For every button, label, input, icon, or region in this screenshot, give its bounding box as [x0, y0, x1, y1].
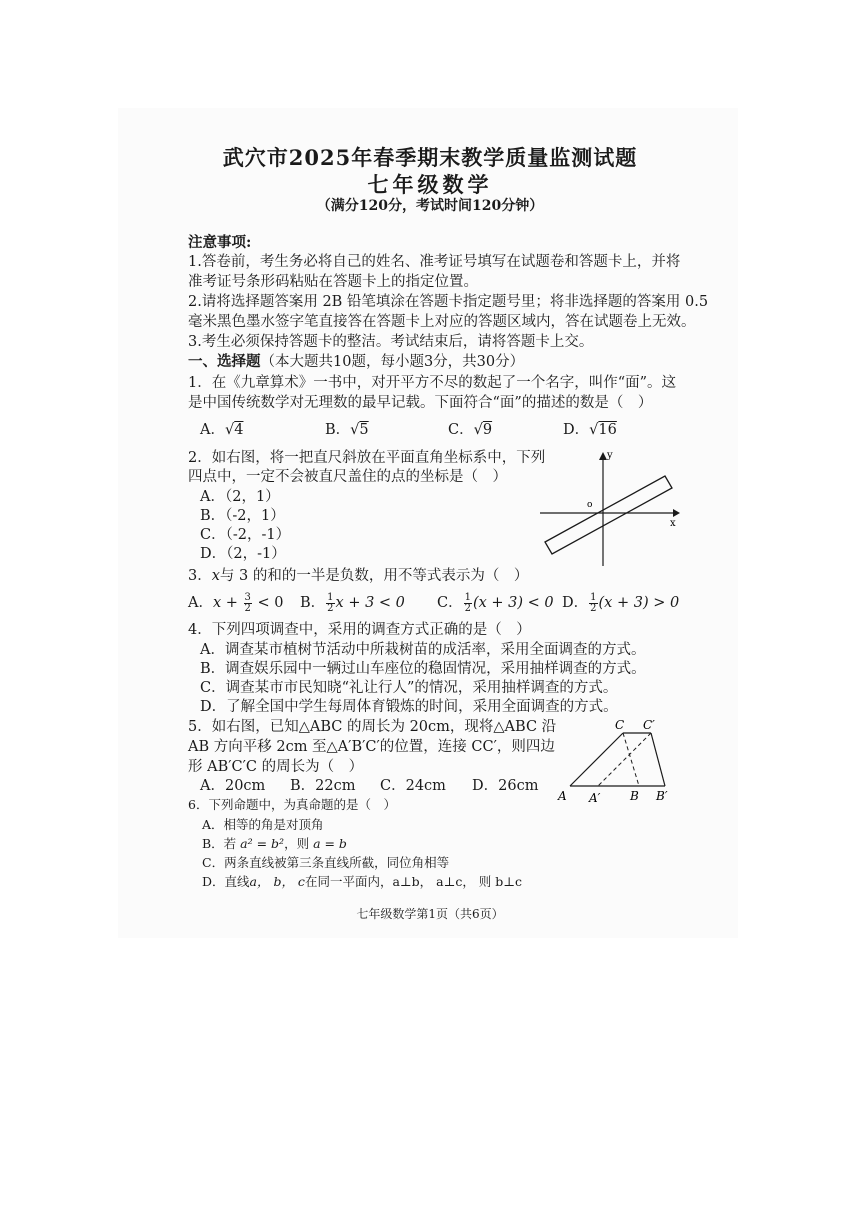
label-b-prime: B′ — [656, 789, 668, 803]
q2-option-a: A．（2，1） — [200, 489, 280, 505]
q4-option-d: D．了解全国中学生每周体育锻炼的时间，采用全面调查的方式。 — [200, 699, 618, 715]
option-label: A． — [188, 595, 213, 611]
side-a2c2 — [598, 733, 651, 786]
radicand: 9 — [482, 422, 493, 438]
q3-option-c — [437, 591, 554, 614]
denominator: 2 — [590, 602, 597, 614]
question-6-text: 6．下列命题中，为真命题的是（ ） — [188, 797, 396, 812]
q3-option-a — [188, 591, 284, 614]
y-axis-label: y — [607, 450, 613, 461]
option-prefix: B．若 — [202, 836, 241, 851]
radicand: 5 — [359, 422, 369, 438]
section-heading — [188, 352, 524, 372]
q3-option-b — [300, 591, 405, 614]
side-ac — [570, 733, 623, 786]
question-2-text: 四点中，一定不会被直尺盖住的点的坐标是（ ） — [188, 469, 507, 485]
option-label: D． — [563, 422, 590, 438]
option-label: C． — [448, 422, 474, 438]
option-connector: ，则 — [284, 836, 314, 851]
option-label: D． — [562, 595, 589, 611]
q6-option-c: C．两条直线被第三条直线所截，同位角相等 — [202, 855, 450, 870]
side-c2b2 — [651, 733, 665, 786]
notice-line: 准考证号条形码粘贴在答题卡上的指定位置。 — [188, 274, 478, 290]
notice-heading: 注意事项: — [188, 234, 252, 251]
inequality-tail: < 0 — [252, 595, 284, 611]
exam-subtitle: 七年级数学 — [367, 172, 493, 197]
fraction — [326, 593, 334, 614]
variable: x — [212, 595, 222, 611]
question-2-text: 2．如右图，将一把直尺斜放在平面直角坐标系中，下列 — [188, 450, 546, 466]
question-1-text: 1．在《九章算术》一书中，对开平方不尽的数起了一个名字，叫作“面”。这 — [188, 375, 677, 391]
q1-option-b: B．√5 — [325, 422, 369, 438]
question-3-text — [188, 566, 528, 586]
x-axis-label: x — [670, 518, 676, 529]
option-body: 在同一平面内，a⊥b， a⊥c， 则 b⊥c — [304, 874, 523, 889]
denominator: 2 — [327, 602, 334, 614]
ruler — [545, 476, 672, 554]
denominator: 2 — [244, 602, 251, 614]
question-5-text: 形 AB′C′C 的周长为（ ） — [188, 759, 364, 775]
q2-option-c: C．（-2，-1） — [200, 527, 291, 543]
variables: a， b， c — [249, 874, 305, 889]
q5-option-d: D．26cm — [472, 778, 539, 794]
q6-option-a: A．相等的角是对顶角 — [202, 817, 324, 832]
radicand: 4 — [234, 422, 244, 438]
option-prefix: D．直线 — [202, 874, 250, 889]
inequality-tail: x + 3 < 0 — [335, 595, 405, 611]
q1-option-d: D．√16 — [563, 422, 617, 438]
label-c-prime: C′ — [643, 718, 655, 732]
radicand: 16 — [598, 422, 617, 438]
fraction — [589, 593, 597, 614]
label-b: B — [630, 789, 639, 803]
option-label: B． — [325, 422, 351, 438]
option-label: B． — [300, 595, 326, 611]
notice-line: 毫米黑色墨水签字笔直接答在答题卡上对应的答题区域内，答在试题卷上无效。 — [188, 314, 696, 330]
numerator: 1 — [464, 591, 471, 603]
numerator: 3 — [244, 591, 251, 603]
y-axis-arrow — [599, 452, 607, 460]
q3-option-d — [562, 591, 679, 614]
q6-option-b — [202, 834, 347, 854]
notice-line: 2.请将选择题答案用 2B 铅笔填涂在答题卡指定题号里；将非选择题的答案用 0.5 — [188, 294, 709, 310]
notice-line: 1.答卷前，考生务必将自己的姓名、准考证号填写在试题卷和答题卡上，并将 — [188, 254, 681, 270]
result-expression: a = b — [313, 836, 347, 851]
q5-option-c: C．24cm — [380, 778, 446, 794]
condition-expression: a² = b² — [240, 836, 285, 851]
q5-option-b: B．22cm — [290, 778, 356, 794]
numerator: 1 — [327, 591, 334, 603]
question-5-text: AB 方向平移 2cm 至△A′B′C′的位置，连接 CC′，则四边 — [188, 739, 555, 755]
option-label: C． — [437, 595, 463, 611]
inequality-tail: (x + 3) > 0 — [598, 595, 680, 611]
q4-option-a: A．调查某市植树节活动中所栽树苗的成活率，采用全面调查的方式。 — [200, 642, 646, 658]
q2-coordinate-figure — [535, 448, 685, 570]
side-cb — [623, 733, 639, 786]
exam-score-time: （满分120分，考试时间120分钟） — [316, 198, 544, 214]
inequality-tail: (x + 3) < 0 — [472, 595, 554, 611]
page-footer: 七年级数学第1页（共6页） — [356, 907, 504, 921]
q5-option-a: A．20cm — [200, 778, 266, 794]
q1-option-a: A．√4 — [200, 422, 244, 438]
q2-option-b: B．（-2，1） — [200, 508, 285, 524]
q6-option-d — [202, 872, 522, 892]
label-a: A — [558, 789, 567, 803]
question-4-text: 4．下列四项调查中，采用的调查方式正确的是（ ） — [188, 622, 531, 638]
notice-line: 3.考生必须保持答题卡的整洁。考试结束后，请将答题卡上交。 — [188, 334, 594, 350]
question-5-text: 5．如右图，已知△ABC 的周长为 20cm，现将△ABC 沿 — [188, 719, 557, 735]
numerator: 1 — [590, 591, 597, 603]
question-1-text: 是中国传统数学对无理数的最早记载。下面符合“面”的描述的数是（ ） — [188, 395, 653, 411]
q4-option-b: B．调查娱乐园中一辆过山车座位的稳固情况，采用抽样调查的方式。 — [200, 661, 646, 677]
q2-option-d: D．（2，-1） — [200, 546, 286, 562]
variable: x — [211, 568, 220, 584]
operator: + — [221, 595, 243, 611]
exam-title: 武穴市2025年春季期末教学质量监测试题 — [222, 145, 638, 170]
question-body: 与 3 的和的一半是负数，用不等式表示为（ ） — [219, 568, 529, 584]
q1-option-c: C．√9 — [448, 422, 493, 438]
q5-translation-figure — [555, 713, 685, 808]
denominator: 2 — [464, 602, 471, 614]
option-label: A． — [200, 422, 225, 438]
label-c: C — [615, 718, 625, 732]
fraction — [244, 593, 252, 614]
x-axis-arrow — [673, 509, 680, 517]
section-detail: （本大题共10题，每小题3分，共30分） — [260, 354, 525, 370]
question-number: 3． — [188, 568, 212, 584]
q4-option-c: C．调查某市市民知晓“礼让行人”的情况，采用抽样调查的方式。 — [200, 680, 618, 696]
origin-label: o — [587, 500, 593, 510]
section-title: 一、选择题 — [188, 353, 261, 370]
label-a-prime: A′ — [589, 791, 601, 805]
fraction — [464, 593, 472, 614]
